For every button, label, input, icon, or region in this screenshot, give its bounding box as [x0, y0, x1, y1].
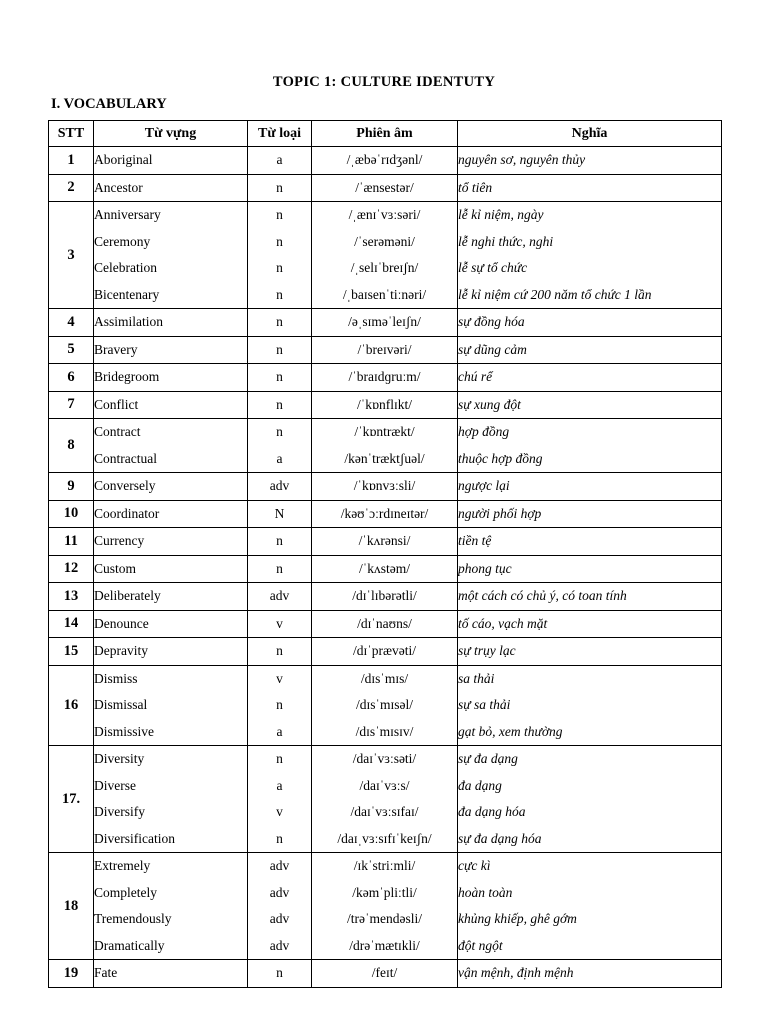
pronunciation: /ˈkʌstəm/ — [359, 560, 410, 576]
table-row — [49, 336, 722, 364]
part-of-speech: n — [276, 260, 283, 275]
meaning-cell — [458, 174, 722, 202]
pronunciation: /dɪsˈmɪs/ — [360, 670, 409, 686]
table-body — [49, 147, 722, 988]
part-of-speech: adv — [269, 588, 290, 603]
vocab-word: Fate — [94, 965, 118, 980]
part-of-speech: n — [276, 341, 283, 357]
part-of-speech: adv — [269, 911, 290, 926]
table-row — [49, 960, 722, 988]
table-row — [49, 610, 722, 638]
table-row — [49, 391, 722, 419]
pronunciation: /ˈkʌrənsi/ — [358, 533, 411, 548]
meaning: tiền tệ — [458, 533, 492, 548]
part-of-speech-cell — [248, 174, 312, 202]
table-row — [49, 555, 722, 583]
meaning-cell — [458, 583, 722, 611]
vocabulary-table — [48, 120, 722, 988]
row-number: 6 — [49, 364, 94, 392]
vocab-word-cell — [94, 665, 248, 746]
vocab-word-cell — [94, 746, 248, 853]
meaning: lễ kỉ niệm cứ 200 năm tổ chức 1 lần — [458, 286, 652, 302]
table-row — [49, 147, 722, 175]
part-of-speech-cell — [248, 391, 312, 419]
pronunciation-cell — [312, 364, 458, 392]
part-of-speech-cell — [248, 746, 312, 853]
pronunciation-cell — [312, 610, 458, 638]
part-of-speech-cell — [248, 610, 312, 638]
meaning: đột ngột — [458, 937, 503, 953]
pronunciation-cell — [312, 336, 458, 364]
meaning: ngược lại — [458, 478, 510, 493]
meaning-cell — [458, 960, 722, 988]
vocab-word: Diversification — [94, 830, 175, 846]
vocab-word: Ancestor — [94, 179, 143, 195]
row-number: 5 — [49, 336, 94, 364]
meaning-cell — [458, 364, 722, 392]
pronunciation: /kəʊˈɔːrdɪneɪtər/ — [340, 505, 429, 521]
part-of-speech: adv — [269, 884, 290, 900]
vocab-word-cell — [94, 500, 248, 528]
pronunciation: /ˈkɒnvɜːsli/ — [353, 478, 416, 493]
row-number: 15 — [49, 638, 94, 666]
vocab-word: Custom — [94, 560, 137, 576]
table-row — [49, 500, 722, 528]
meaning: hoàn toàn — [458, 884, 513, 900]
vocab-word: Celebration — [94, 260, 157, 275]
meaning-cell — [458, 419, 722, 473]
vocab-word: Conversely — [94, 478, 156, 493]
row-number: 9 — [49, 473, 94, 501]
vocab-word: Dismissive — [94, 723, 155, 739]
row-number: 7 — [49, 391, 94, 419]
pronunciation-cell — [312, 746, 458, 853]
header-part-of-speech: Từ loại — [248, 121, 312, 147]
vocab-word-cell — [94, 202, 248, 309]
part-of-speech-cell — [248, 555, 312, 583]
part-of-speech: v — [276, 615, 283, 631]
meaning: người phối hợp — [458, 505, 542, 521]
meaning: tố cáo, vạch mặt — [458, 615, 548, 631]
part-of-speech: a — [276, 777, 283, 793]
meaning: đa dạng — [458, 777, 502, 793]
pronunciation-cell — [312, 555, 458, 583]
pronunciation-cell — [312, 528, 458, 556]
pronunciation: /dɪsˈmɪsəl/ — [356, 697, 413, 712]
row-number: 14 — [49, 610, 94, 638]
meaning-cell — [458, 309, 722, 337]
vocab-word-cell — [94, 555, 248, 583]
header-stt: STT — [49, 121, 94, 147]
meaning: sa thải — [458, 670, 495, 686]
meaning: sự đa dạng — [458, 751, 518, 766]
pronunciation: /drəˈmætɪkli/ — [349, 937, 420, 953]
meaning: chú rể — [458, 369, 493, 384]
part-of-speech: a — [276, 723, 283, 739]
table-row — [49, 473, 722, 501]
part-of-speech-cell — [248, 336, 312, 364]
part-of-speech-cell — [248, 147, 312, 175]
vocab-word: Dramatically — [94, 937, 165, 953]
vocab-word: Diversify — [94, 804, 145, 819]
part-of-speech: adv — [269, 478, 290, 493]
table-row — [49, 202, 722, 309]
pronunciation: /ˈbraɪdɡruːm/ — [348, 369, 421, 384]
row-number: 17. — [49, 746, 94, 853]
pronunciation-cell — [312, 500, 458, 528]
vocab-word-cell — [94, 473, 248, 501]
table-row — [49, 419, 722, 473]
part-of-speech-cell — [248, 960, 312, 988]
pronunciation: /feɪt/ — [371, 965, 398, 980]
meaning-cell — [458, 665, 722, 746]
meaning-cell — [458, 746, 722, 853]
vocab-word: Tremendously — [94, 911, 172, 926]
row-number: 18 — [49, 853, 94, 960]
table-row — [49, 174, 722, 202]
pronunciation: /ˈkɒnflɪkt/ — [356, 396, 413, 412]
meaning: lễ sự tổ chức — [458, 260, 528, 275]
part-of-speech-cell — [248, 528, 312, 556]
meaning: sự sa thải — [458, 697, 511, 712]
vocab-word: Ceremony — [94, 233, 151, 249]
part-of-speech: n — [276, 697, 283, 712]
pronunciation-cell — [312, 147, 458, 175]
pronunciation: /kəmˈpliːtli/ — [352, 884, 417, 900]
pronunciation-cell — [312, 391, 458, 419]
table-row — [49, 853, 722, 960]
meaning-cell — [458, 336, 722, 364]
meaning-cell — [458, 610, 722, 638]
meaning: hợp đồng — [458, 424, 510, 439]
row-number: 2 — [49, 174, 94, 202]
pronunciation: /ˌselɪˈbreɪʃn/ — [350, 260, 419, 275]
vocab-word: Deliberately — [94, 588, 161, 603]
table-row — [49, 638, 722, 666]
pronunciation: /dɪˈnaʊns/ — [357, 615, 412, 631]
row-number: 3 — [49, 202, 94, 309]
vocab-word: Denounce — [94, 615, 149, 631]
part-of-speech: n — [276, 965, 283, 980]
meaning: sự trụy lạc — [458, 643, 516, 658]
part-of-speech: n — [276, 314, 283, 329]
meaning-cell — [458, 528, 722, 556]
part-of-speech: v — [276, 670, 283, 686]
part-of-speech: adv — [269, 937, 290, 953]
pronunciation: /ˈænsestər/ — [355, 179, 414, 195]
part-of-speech-cell — [248, 665, 312, 746]
table-row — [49, 583, 722, 611]
part-of-speech: n — [276, 424, 283, 439]
meaning: vận mệnh, định mệnh — [458, 965, 574, 980]
meaning-cell — [458, 202, 722, 309]
part-of-speech: a — [276, 152, 283, 167]
vocab-word: Currency — [94, 533, 145, 548]
meaning-cell — [458, 147, 722, 175]
table-header-row — [49, 121, 722, 147]
pronunciation: /dɪˈprævəti/ — [353, 643, 416, 658]
vocab-word-cell — [94, 960, 248, 988]
vocab-word-cell — [94, 610, 248, 638]
pronunciation: /ˈserəməni/ — [354, 233, 415, 249]
vocab-word: Bicentenary — [94, 286, 160, 302]
vocab-word: Assimilation — [94, 314, 164, 329]
header-meaning: Nghĩa — [458, 121, 722, 147]
row-number: 13 — [49, 583, 94, 611]
part-of-speech: n — [276, 369, 283, 384]
pronunciation: /ˌæbəˈrɪdʒənl/ — [346, 152, 423, 167]
part-of-speech-cell — [248, 309, 312, 337]
meaning-cell — [458, 391, 722, 419]
meaning: cực kì — [458, 858, 491, 873]
document-title: TOPIC 1: CULTURE IDENTUTY — [272, 74, 496, 90]
section-heading: I. VOCABULARY — [51, 96, 167, 112]
part-of-speech-cell — [248, 853, 312, 960]
header-word: Từ vựng — [94, 121, 248, 147]
vocab-word-cell — [94, 853, 248, 960]
vocab-word-cell — [94, 336, 248, 364]
pronunciation-cell — [312, 202, 458, 309]
part-of-speech: n — [276, 286, 283, 302]
pronunciation: /ˌænɪˈvɜːsəri/ — [348, 207, 421, 222]
meaning: gạt bỏ, xem thường — [458, 723, 563, 739]
meaning: tổ tiên — [458, 179, 493, 195]
vocab-word: Coordinator — [94, 505, 160, 521]
table-row — [49, 528, 722, 556]
part-of-speech: v — [276, 804, 283, 819]
pronunciation: /trəˈmendəsli/ — [347, 911, 422, 926]
table-row — [49, 364, 722, 392]
meaning-cell — [458, 638, 722, 666]
pronunciation: /əˌsɪməˈleɪʃn/ — [348, 314, 421, 329]
pronunciation: /daɪˈvɜːs/ — [359, 777, 410, 793]
vocab-word: Depravity — [94, 643, 148, 658]
pronunciation: /kənˈtræktʃuəl/ — [344, 450, 425, 466]
meaning: sự đồng hóa — [458, 314, 525, 329]
pronunciation: /dɪˈlɪbərətli/ — [352, 588, 417, 603]
meaning: lễ kỉ niệm, ngày — [458, 207, 544, 222]
part-of-speech: N — [274, 505, 285, 521]
vocab-word: Bridegroom — [94, 369, 160, 384]
table-row — [49, 665, 722, 746]
row-number: 16 — [49, 665, 94, 746]
vocab-word-cell — [94, 528, 248, 556]
pronunciation: /ˈkɒntrækt/ — [354, 424, 415, 439]
pronunciation: /daɪˈvɜːsɪfaɪ/ — [350, 804, 419, 819]
meaning: sự đa dạng hóa — [458, 830, 542, 846]
meaning: sự dũng cảm — [458, 341, 527, 357]
row-number: 1 — [49, 147, 94, 175]
row-number: 4 — [49, 309, 94, 337]
part-of-speech: n — [276, 751, 283, 766]
meaning: nguyên sơ, nguyên thủy — [458, 152, 586, 167]
pronunciation: /ˈbreɪvəri/ — [357, 341, 412, 357]
part-of-speech: adv — [269, 858, 290, 873]
meaning: đa dạng hóa — [458, 804, 526, 819]
pronunciation-cell — [312, 665, 458, 746]
pronunciation: /daɪˌvɜːsɪfɪˈkeɪʃn/ — [337, 830, 432, 846]
part-of-speech: n — [276, 179, 283, 195]
pronunciation: /daɪˈvɜːsəti/ — [352, 751, 417, 766]
meaning-cell — [458, 555, 722, 583]
row-number: 12 — [49, 555, 94, 583]
vocab-word: Contractual — [94, 450, 157, 466]
vocab-word-cell — [94, 147, 248, 175]
vocab-word: Diverse — [94, 777, 136, 793]
meaning: lễ nghi thức, nghi — [458, 233, 554, 249]
vocab-word: Conflict — [94, 396, 139, 412]
vocab-word: Extremely — [94, 858, 151, 873]
pronunciation-cell — [312, 853, 458, 960]
part-of-speech-cell — [248, 638, 312, 666]
vocab-word-cell — [94, 638, 248, 666]
part-of-speech: n — [276, 643, 283, 658]
meaning-cell — [458, 473, 722, 501]
vocab-word-cell — [94, 174, 248, 202]
vocab-word: Dismissal — [94, 697, 148, 712]
vocab-word: Contract — [94, 424, 141, 439]
part-of-speech: n — [276, 560, 283, 576]
table-row — [49, 309, 722, 337]
part-of-speech: n — [276, 396, 283, 412]
part-of-speech: n — [276, 207, 283, 222]
vocab-word-cell — [94, 583, 248, 611]
meaning: khủng khiếp, ghê gớm — [458, 911, 577, 926]
pronunciation-cell — [312, 583, 458, 611]
part-of-speech-cell — [248, 419, 312, 473]
part-of-speech-cell — [248, 583, 312, 611]
vocab-word-cell — [94, 309, 248, 337]
part-of-speech-cell — [248, 202, 312, 309]
part-of-speech: n — [276, 533, 283, 548]
vocab-word-cell — [94, 364, 248, 392]
meaning: sự xung đột — [458, 396, 521, 412]
vocab-word-cell — [94, 419, 248, 473]
pronunciation-cell — [312, 174, 458, 202]
row-number: 11 — [49, 528, 94, 556]
part-of-speech-cell — [248, 364, 312, 392]
pronunciation-cell — [312, 309, 458, 337]
part-of-speech-cell — [248, 500, 312, 528]
vocab-word: Aboriginal — [94, 152, 153, 167]
pronunciation-cell — [312, 960, 458, 988]
pronunciation: /ɪkˈstriːmli/ — [353, 858, 416, 873]
vocab-word-cell — [94, 391, 248, 419]
vocab-word: Dismiss — [94, 670, 138, 686]
vocab-word: Diversity — [94, 751, 145, 766]
pronunciation: /ˌbaɪsenˈtiːnəri/ — [342, 286, 427, 302]
row-number: 19 — [49, 960, 94, 988]
row-number: 8 — [49, 419, 94, 473]
meaning-cell — [458, 853, 722, 960]
pronunciation: /dɪsˈmɪsɪv/ — [355, 723, 414, 739]
meaning: thuộc hợp đồng — [458, 450, 543, 466]
pronunciation-cell — [312, 419, 458, 473]
meaning: phong tục — [458, 560, 512, 576]
pronunciation-cell — [312, 638, 458, 666]
row-number: 10 — [49, 500, 94, 528]
part-of-speech: n — [276, 830, 283, 846]
pronunciation-cell — [312, 473, 458, 501]
meaning: một cách có chủ ý, có toan tính — [458, 588, 627, 603]
header-pronunciation: Phiên âm — [312, 121, 458, 147]
table-row — [49, 746, 722, 853]
vocab-word: Bravery — [94, 341, 138, 357]
vocab-word: Completely — [94, 884, 157, 900]
meaning-cell — [458, 500, 722, 528]
part-of-speech-cell — [248, 473, 312, 501]
part-of-speech: a — [276, 450, 283, 466]
part-of-speech: n — [276, 233, 283, 249]
vocab-word: Anniversary — [94, 207, 161, 222]
